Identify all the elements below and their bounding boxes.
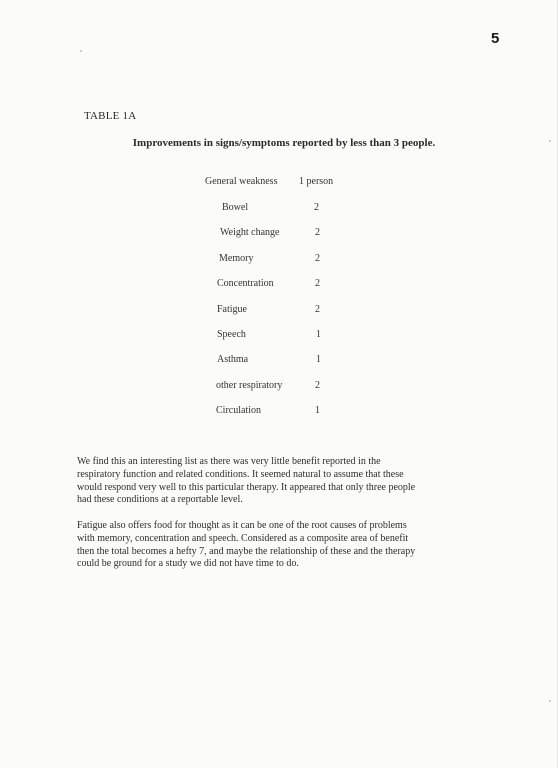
symptom-name: Bowel: [222, 202, 249, 213]
symptom-count: 1 person: [299, 176, 334, 187]
symptom-name: Weight change: [220, 227, 280, 238]
paragraph-line: had these conditions at a reportable level.: [77, 494, 243, 506]
table-row: [0, 354, 558, 368]
paragraph-fatigue-commentary: [77, 520, 477, 571]
symptom-count: 2: [315, 253, 320, 264]
paragraph-line: would respond very well to this particular therapy. It appeared that only three people: [77, 481, 416, 493]
table-row: [0, 329, 558, 343]
paragraph-line: then the total becomes a hefty 7, and maybe the relationship of these and the therapy: [77, 545, 416, 557]
symptom-name: Circulation: [216, 405, 261, 416]
table-row: [0, 405, 558, 419]
symptom-count: 2: [315, 380, 320, 391]
table-row: [0, 278, 558, 292]
paragraph-line: Fatigue also offers food for thought as it can be one of the root causes of problems: [77, 520, 407, 531]
symptom-name: Asthma: [217, 354, 249, 365]
symptom-count: 1: [315, 405, 320, 416]
table-title: Improvements in signs/symptoms reported by less than 3 people.: [132, 137, 436, 149]
symptom-count: 1: [316, 354, 321, 365]
symptom-count: 1: [316, 329, 321, 340]
symptom-count: 2: [314, 202, 319, 213]
table-row: [0, 304, 558, 318]
symptom-name: other respiratory: [216, 380, 283, 391]
symptom-count: 2: [315, 278, 320, 289]
page-number: 5: [491, 30, 500, 47]
scan-speck: [80, 50, 82, 52]
symptom-name: Speech: [217, 329, 246, 340]
symptom-name: Fatigue: [217, 304, 247, 315]
symptom-count: 2: [315, 227, 320, 238]
paragraph-line: We find this an interesting list as there was very little benefit reported in the: [77, 456, 381, 467]
symptom-name: General weakness: [205, 176, 278, 187]
symptom-name: Concentration: [217, 278, 274, 289]
symptom-count: 2: [315, 304, 320, 315]
paragraph-line: respiratory function and related conditions. It seemed natural to assume that these: [77, 468, 404, 480]
paragraph-list-commentary: [77, 456, 477, 507]
paragraph-line: could be ground for a study we did not have time to do.: [77, 558, 299, 570]
table-row: [0, 202, 558, 216]
symptom-name: Memory: [219, 253, 254, 264]
table-row: [0, 176, 558, 190]
table-row: [0, 253, 558, 267]
table-row: [0, 380, 558, 394]
table-row: [0, 227, 558, 241]
scan-speck: [549, 700, 551, 702]
paragraph-line: with memory, concentration and speech. Considered as a composite area of benefit: [77, 532, 409, 544]
table-label: TABLE 1A: [84, 110, 137, 122]
